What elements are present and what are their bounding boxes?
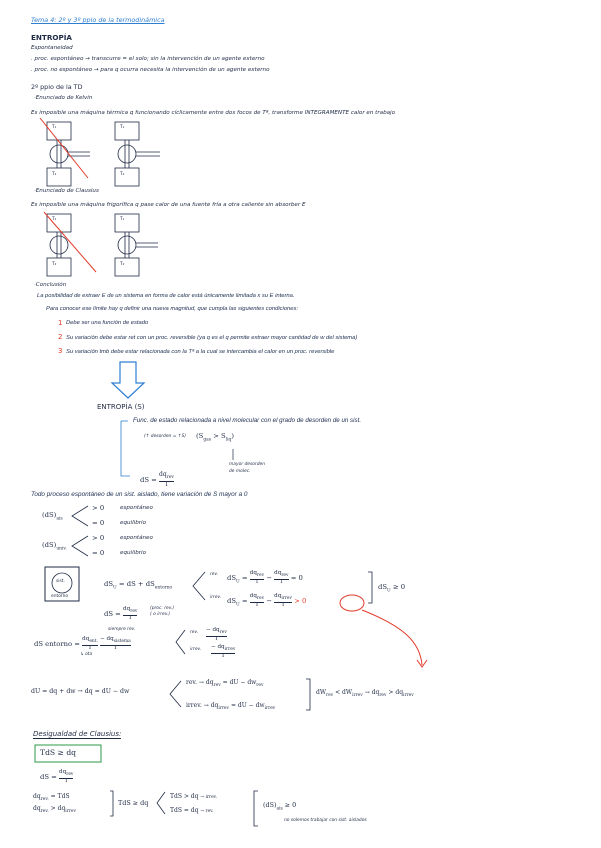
entorno-rev-label: rev. <box>190 630 199 635</box>
du-irrev-equation: irrev. → $dq_{irrev}$ = dU − $dw_{irrev}$ <box>186 702 276 712</box>
clausius-middle: TdS ≥ dq <box>118 799 149 807</box>
condition-1-number: 1 <box>58 319 63 327</box>
clausius-note: no solemos trabajar con sist. aislados <box>284 818 367 823</box>
siempre-rev-note: siempre rev. <box>108 627 136 632</box>
clausius-label-t2-b: T₂ <box>120 262 125 267</box>
entorno-rev-frac: − $dq_{rev}$ T <box>206 627 227 642</box>
clausius-label-t2: T₂ <box>52 262 57 267</box>
conclusion-line-2: Para conocer ese límite hay q definir una nueva magnitud, que cumpla las siguientes condiciones: <box>46 306 298 312</box>
du-equation: dU = dq + dw → dq = dU − dw <box>31 688 130 695</box>
ds-definition: dS = $dq_{rev}$ T <box>140 471 174 488</box>
segundo-ppio-heading: 2º ppio de la TD <box>31 83 83 91</box>
ais-gt0: > 0 <box>92 504 105 512</box>
ais-eq0: = 0 <box>92 519 105 527</box>
univ-eq0: = 0 <box>92 549 105 557</box>
univ-equilibrio: equilibrio <box>120 550 147 556</box>
kelvin-label-t1-b: T₁ <box>120 125 125 130</box>
clausius-right-1: TdS > dq → irrev. <box>170 793 218 800</box>
dsu-ge-zero: $dS_U \ge 0$ <box>378 583 406 594</box>
condition-3-number: 3 <box>58 347 63 355</box>
entropia-definition: Func. de estado relacionada a nivel molecular con el grado de desorden de un sist. <box>133 417 362 424</box>
kelvin-label-t1: T₁ <box>52 125 57 130</box>
ota-note: ↳ ota <box>80 652 93 657</box>
clausius-line-2: $dq_{rev.} > dq_{irrev}$ <box>33 805 76 815</box>
conclusion-line-1: La posibilidad de extraer E de un sistema en forma de calor está únicamente limitada x su E interna. <box>37 293 295 299</box>
entorno-irrev-label: irrev. <box>190 647 202 652</box>
page-title: Tema 4: 2º y 3º ppio de la termodinámica <box>31 16 165 24</box>
espontaneidad-heading: Espontaneidad <box>31 45 73 51</box>
ais-equilibrio: equilibrio <box>120 520 147 526</box>
clausius-inequality-heading: Desigualdad de Clausius: <box>33 730 122 738</box>
clausius-line-1: $dq_{rev.}$ = TdS <box>33 793 70 803</box>
condition-1: Debe ser una función de estado <box>66 320 149 326</box>
ds-ais: $(dS)_{ais}$ <box>42 511 63 522</box>
clausius-ds-ais: $(dS)_{ais} \ge 0$ <box>263 801 297 812</box>
clausius-box-equation: TdS ≥ dq <box>40 748 77 757</box>
kelvin-heading: ·Enunciado de Kelvin <box>34 95 93 101</box>
ais-espontaneo: espontáneo <box>120 505 153 511</box>
kelvin-text: Es imposible una máquina térmica q funcionando cíclicamente entre dos focos de Tª, transforme INTEGRAMENTE calor en trabajo <box>31 110 396 116</box>
ds-entorno-equation: dS entorno = $dq_{ent.}$ T − $dq_{sistema}$ T <box>34 636 131 651</box>
proc-rev-note: (proc. rev.) <box>150 606 175 611</box>
condition-2: Su variación debe estar ret con un proc. reversible (ya q es el q permite extraer mayor cantidad de w del sistema) <box>66 335 358 341</box>
clausius-right-2: TdS = dq → rev. <box>170 807 214 814</box>
espontaneidad-line-1: . proc. espontáneo → transcurre = el solo; sin la intervención de un agente externo <box>31 56 265 62</box>
aislado-statement: Todo proceso espontáneo de un sist. aislado, tiene variación de S mayor a 0 <box>31 491 248 498</box>
ds-sistema-equation: dS = $dq_{rev}$ T <box>104 606 138 621</box>
sgas-expression: $(S_{gas} > S_{liq})$ <box>196 432 234 443</box>
dsu-irrev-label: irrev. <box>210 595 222 600</box>
clausius-text: Es imposible una máquina frigorífica q pase calor de una fuente fría a otra caliente sin absorber E <box>31 202 306 208</box>
dsu-rev-equation: $dS_U$ = $dq_{rev}$ T − $dq_{rev}$ T = 0 <box>227 570 303 585</box>
clausius-label-t1: T₁ <box>52 217 57 222</box>
moleculas-note: de molec. <box>229 469 251 474</box>
clausius-label-t1-b: T₁ <box>120 217 125 222</box>
condition-2-number: 2 <box>58 333 63 341</box>
entorno-label: entorno <box>51 594 69 599</box>
espontaneidad-line-2: . proc. no espontáneo → para q ocurra necesita la intervención de un agente externo <box>31 67 270 73</box>
du-rev-equation: rev. → $dq_{rev}$ = dU − $dw_{rev}$ <box>186 679 264 689</box>
desorden-note: (↑ desorden = ↑S) <box>144 434 186 439</box>
kelvin-label-t2: T₂ <box>52 172 57 177</box>
univ-gt0: > 0 <box>92 534 105 542</box>
section-heading-entropia: ENTROPÍA <box>31 33 72 42</box>
mayor-desorden-note: mayor desorden <box>229 462 265 467</box>
kelvin-label-t2-b: T₂ <box>120 172 125 177</box>
dsu-irrev-equation: $dS_U$ = $dq_{rev}$ T − $dq_{irrev}$ T > 0 <box>227 593 307 608</box>
clausius-ds: dS = $dq_{rev}$ T <box>40 769 74 784</box>
ds-univ: $(dS)_{univ.}$ <box>42 541 67 552</box>
work-heat-conclusion: $dW_{rev} < dW_{irrev} \to dq_{rev} > dq_{irrev}$ <box>316 689 414 699</box>
condition-3: Su variación tmb debe estar relacionada con la Tª a la cual se intercambia el calor en un proc. reversible <box>66 349 335 355</box>
univ-espontaneo: espontáneo <box>120 535 153 541</box>
clausius-heading: ·Enunciado de Clausius <box>34 188 99 194</box>
entropia-s-heading: ENTROPÍA (S) <box>97 403 145 411</box>
o-irrev-note: ( o irrev.) <box>150 612 171 617</box>
conclusion-heading: ·Conclusión <box>34 282 67 288</box>
dsu-rev-label: rev. <box>210 572 219 577</box>
sist-label: sist. <box>56 579 65 584</box>
entorno-irrev-frac: − $dq_{irrev}$ T <box>211 644 236 659</box>
dsu-equation: $dS_U$ = dS + $dS_{entorno}$ <box>104 580 173 591</box>
